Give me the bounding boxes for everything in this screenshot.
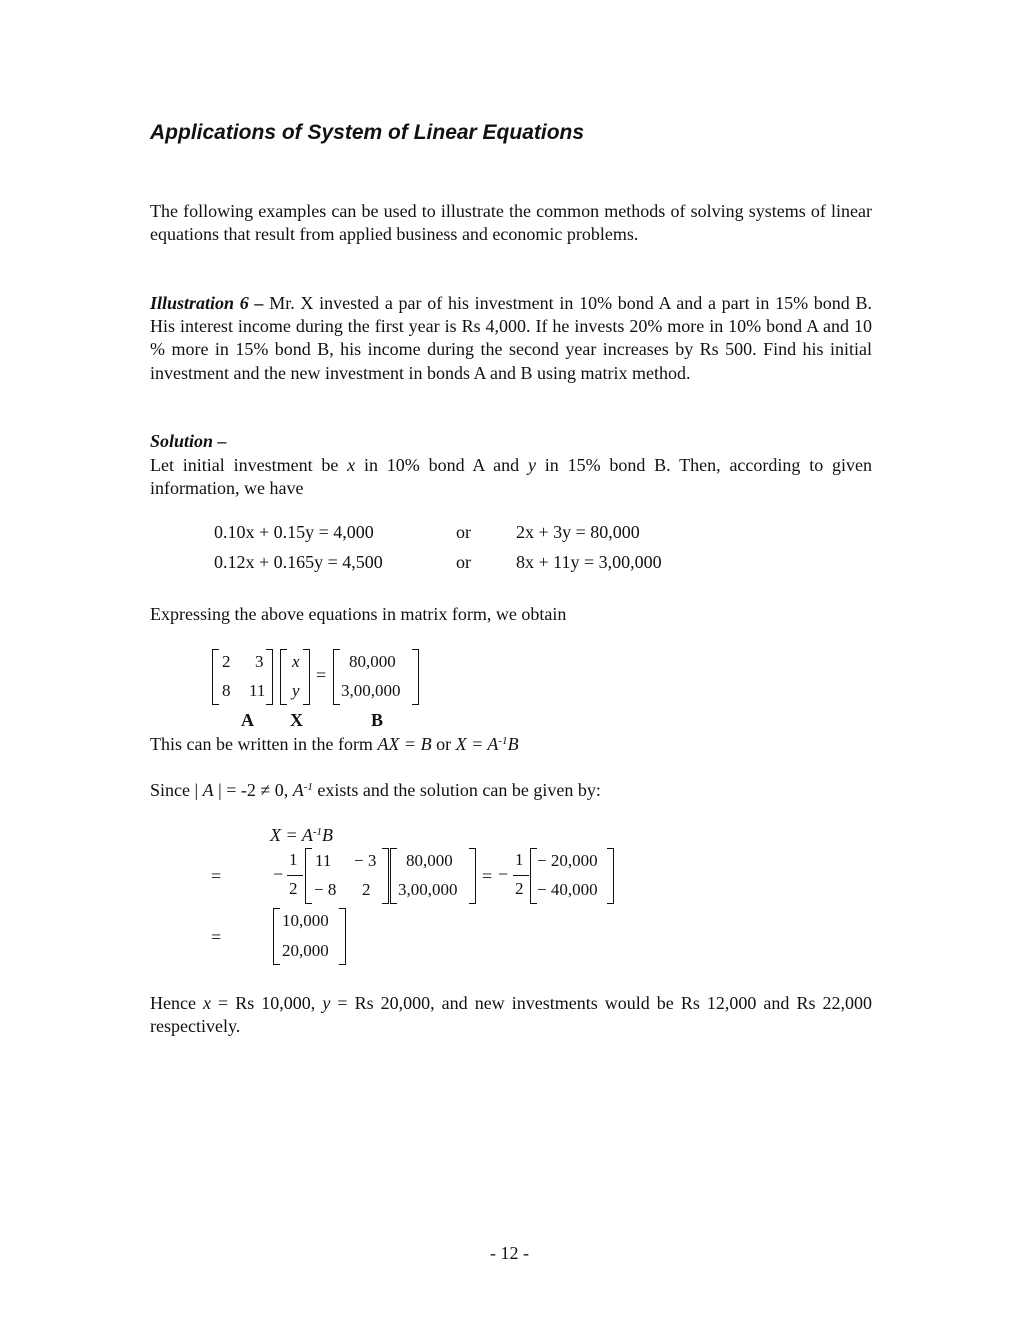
product-cell: − 20,000	[537, 851, 598, 870]
fraction-bar	[513, 875, 529, 876]
illustration-paragraph	[150, 292, 872, 385]
since-text	[150, 779, 872, 802]
variable-x: x	[347, 455, 356, 475]
solution-label: Solution –	[150, 431, 227, 451]
equation-1-lhs: 0.10x + 0.15y = 4,000	[214, 522, 374, 542]
equation-2-lhs: 0.12x + 0.165y = 4,500	[214, 552, 383, 572]
equation-1-rhs: 2x + 3y = 80,000	[516, 522, 640, 542]
inverse-cell: − 8	[314, 880, 337, 899]
product-cell: − 40,000	[537, 880, 598, 899]
solution-text: in 15% bond B. Then, according to given information, we have	[150, 455, 873, 499]
step-sup: -1	[312, 826, 322, 838]
form-text	[150, 733, 872, 756]
inverse-cell: 2	[362, 880, 371, 899]
fraction-one-half	[287, 850, 303, 902]
since-text-part: exists and the solution can be given by:	[312, 780, 601, 800]
fraction-numerator: 1	[515, 850, 524, 869]
since-text-part: A	[292, 780, 304, 800]
form-text-part: This can be written in the form	[150, 734, 378, 754]
step-text: B	[321, 825, 333, 845]
label-b: B	[371, 710, 384, 730]
minus-sign: −	[273, 864, 284, 884]
matrix-a-cell: 8	[222, 681, 231, 700]
matrix-b-cell: 3,00,000	[341, 681, 401, 700]
matrix-b	[333, 649, 419, 705]
x-equals-a-inverse-b	[270, 825, 333, 846]
page-title: Applications of System of Linear Equations	[150, 121, 585, 144]
illustration-label: Illustration 6 –	[150, 293, 264, 313]
conclusion-text: = Rs 10,000,	[211, 993, 323, 1013]
step-text: X = A	[270, 825, 313, 845]
matrix-b-cell: 3,00,000	[398, 880, 458, 899]
equation-1-or: or	[456, 522, 471, 542]
form-text-part: or	[431, 734, 456, 754]
since-text-part: | = -2 ≠ 0,	[213, 780, 293, 800]
conclusion-text: = Rs 20,000, and new investments would be Rs 12,000 and Rs 22,000 respectively.	[150, 993, 872, 1037]
fraction-numerator: 1	[289, 850, 298, 869]
form-text-part: X = A	[455, 734, 499, 754]
matrix-x	[280, 649, 310, 705]
form-text-sup: -1	[498, 735, 508, 747]
matrix-b-step	[390, 848, 476, 904]
result-cell: 20,000	[282, 941, 329, 960]
since-text-sup: -1	[303, 781, 313, 793]
form-text-part: B	[507, 734, 519, 754]
conclusion-text: Hence	[150, 993, 204, 1013]
label-a: A	[241, 710, 254, 730]
result-matrix	[273, 908, 346, 965]
intro-paragraph: The following examples can be used to illustrate the common methods of solving systems of linear equations that result from applied business and economic problems.	[150, 201, 872, 245]
matrix-a-cell: 3	[255, 652, 264, 671]
equals-sign: =	[211, 927, 222, 947]
matrix-x-cell: x	[292, 652, 300, 671]
product-matrix	[530, 848, 614, 904]
inverse-matrix	[305, 848, 389, 904]
matrix-a	[212, 649, 273, 705]
page-number: - 12 -	[490, 1243, 529, 1263]
solution-label-line	[150, 430, 872, 453]
matrix-intro: Expressing the above equations in matrix form, we obtain	[150, 604, 567, 624]
result-cell: 10,000	[282, 911, 329, 930]
variable-y: y	[322, 993, 331, 1013]
fraction-denominator: 2	[515, 879, 524, 898]
solution-text: Let initial investment be	[150, 455, 348, 475]
inverse-cell: − 3	[354, 851, 377, 870]
matrix-a-cell: 2	[222, 652, 231, 671]
equals-sign: =	[316, 665, 327, 685]
since-text-part: Since |	[150, 780, 203, 800]
form-text-part: AX = B	[377, 734, 432, 754]
fraction-denominator: 2	[289, 879, 298, 898]
matrix-a-cell: 11	[249, 681, 266, 700]
minus-sign: −	[498, 864, 509, 884]
since-text-part: A	[202, 780, 214, 800]
solution-text: in 10% bond A and	[355, 455, 528, 475]
inverse-cell: 11	[315, 851, 332, 870]
matrix-b-cell: 80,000	[349, 652, 396, 671]
label-x: X	[290, 710, 303, 730]
matrix-x-cell: y	[292, 681, 300, 700]
matrix-b-cell: 80,000	[406, 851, 453, 870]
equation-2-or: or	[456, 552, 471, 572]
fraction-one-half	[513, 850, 529, 902]
equals-sign: =	[482, 866, 493, 886]
conclusion-paragraph	[150, 992, 872, 1038]
equals-sign: =	[211, 866, 222, 886]
equation-2-rhs: 8x + 11y = 3,00,000	[516, 552, 662, 572]
variable-x: x	[203, 993, 212, 1013]
solution-intro	[150, 454, 872, 500]
illustration-text: Mr. X invested a par of his investment in 10% bond A and a part in 15% bond B. His interest income during the first year is Rs 4,000. If he invests 20% more in 10% bond A and 10 % more in 15% bond B, his income during the second year increases by Rs 500. Find his initial investment and the new investment in bonds A and B using matrix method.	[150, 293, 873, 383]
variable-y: y	[527, 455, 536, 475]
fraction-bar	[287, 875, 303, 876]
